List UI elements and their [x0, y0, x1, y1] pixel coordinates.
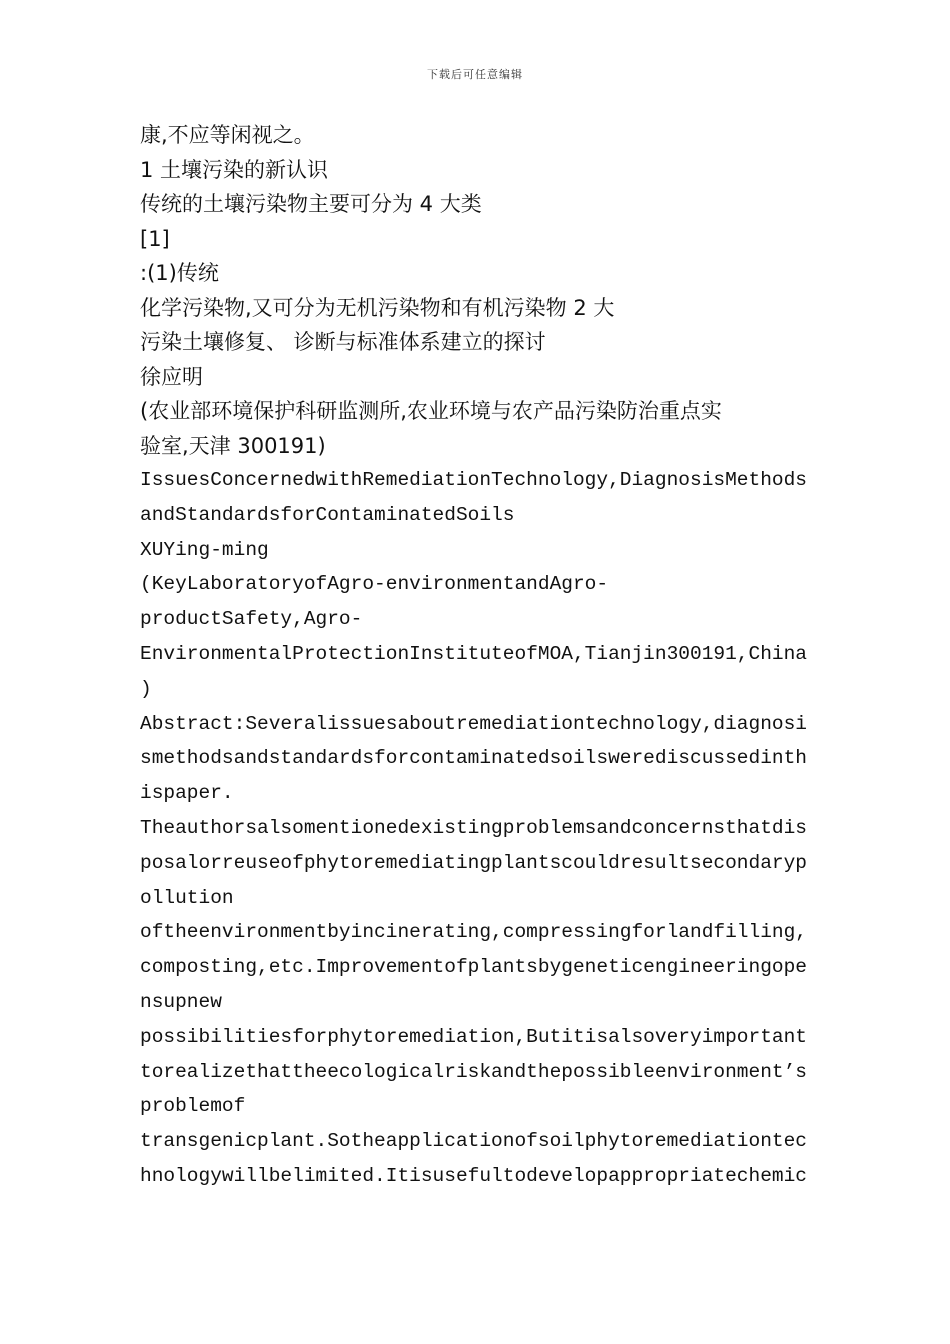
text-line: 康,不应等闲视之。: [140, 123, 315, 147]
citation-marker: [1]: [140, 226, 170, 251]
abstract-line: possibilitiesforphytoremediation,Butitisalsoveryimportant: [140, 1025, 808, 1048]
abstract-line: ispaper.: [140, 782, 234, 805]
affiliation-en: ): [140, 677, 152, 700]
text-line: :(1)传统: [140, 261, 219, 285]
affiliation-en: EnvironmentalProtectionInstituteofMOA,Tianjin300191,China: [140, 642, 808, 665]
affiliation-zh: 验室,天津 300191): [140, 433, 326, 458]
abstract-line: problemof: [140, 1095, 246, 1118]
section-heading: 1 土壤污染的新认识: [140, 157, 329, 182]
abstract-line: ollution: [140, 886, 234, 909]
paper-title-en: IssuesConcernedwithRemediationTechnology,DiagnosisMethods: [140, 469, 808, 491]
paper-title-en: andStandardsforContaminatedSoils: [140, 503, 515, 526]
abstract-line: Abstract:Severalissuesaboutremediationtechnology,diagnosi: [140, 712, 808, 735]
affiliation-en: productSafety,Agro-: [140, 608, 363, 631]
abstract-line: smethodsandstandardsforcontaminatedsoilswerediscussedinth: [140, 747, 808, 770]
paper-title-zh: 污染土壤修复、 诊断与标准体系建立的探讨: [140, 330, 546, 354]
abstract-line: hnologywillbelimited.Itisusefultodevelopappropriatechemic: [140, 1164, 808, 1187]
abstract-line: transgenicplant.Sotheapplicationofsoilphytoremediationtec: [140, 1130, 808, 1153]
abstract-line: torealizethattheecologicalriskandthepossibleenvironment’s: [140, 1060, 808, 1083]
text-line: 化学污染物,又可分为无机污染物和有机污染物 2 大: [140, 295, 615, 320]
abstract-line: Theauthorsalsomentionedexistingproblemsandconcernsthatdis: [140, 816, 808, 839]
abstract-line: posalorreuseofphytoremediatingplantscouldresultsecondaryp: [140, 851, 808, 874]
document-body: [140, 118, 820, 1194]
abstract-line: oftheenvironmentbyincinerating,compressingforlandfilling,: [140, 921, 808, 944]
abstract-line: nsupnew: [140, 990, 222, 1013]
affiliation-en: (KeyLaboratoryofAgro-environmentandAgro-: [140, 573, 609, 596]
affiliation-zh: (农业部环境保护科研监测所,农业环境与农产品污染防治重点实: [140, 399, 722, 423]
text-line: 传统的土壤污染物主要可分为 4 大类: [140, 192, 482, 216]
author-name-en: XUYing-ming: [140, 538, 269, 561]
author-name-zh: 徐应明: [140, 364, 203, 389]
page-header: 下载后可任意编辑: [427, 68, 523, 81]
abstract-line: composting,etc.Improvementofplantsbygeneticengineeringope: [140, 956, 808, 979]
